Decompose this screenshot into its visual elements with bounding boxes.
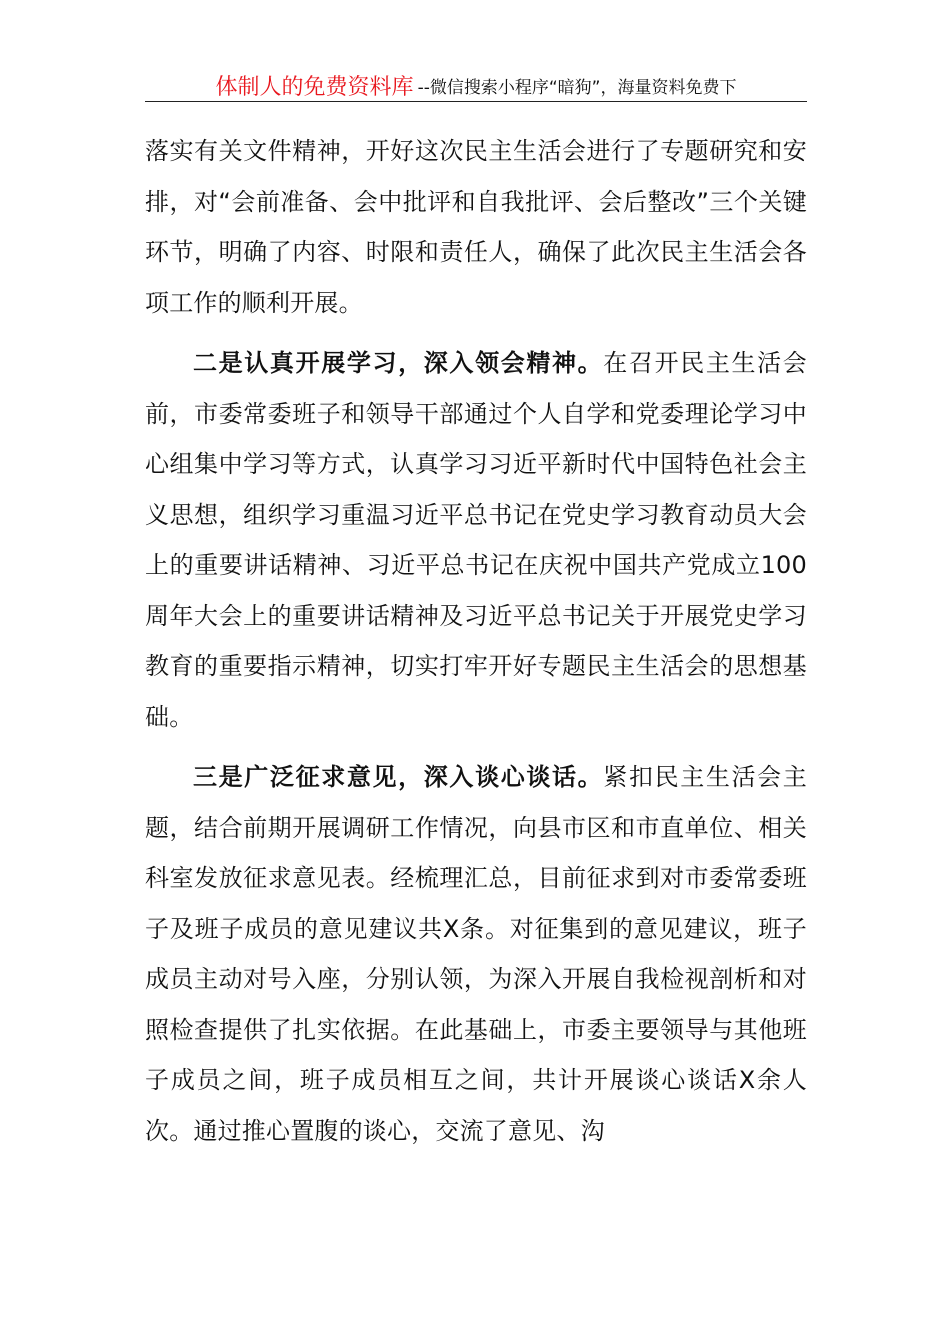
paragraph-3-text: 紧扣民主生活会主题，结合前期开展调研工作情况，向县市区和市直单位、相关科室发放征求意见表。经梳理汇总，目前征求到对市委常委班子及班子成员的意见建议共X条。对征集到的意见建议，班子成员主动对号入座，分别认领，为深入开展自我检视剖析和对照检查提供了扎实依据。在此基础上，市委主要领导与其他班子成员之间，班子成员相互之间，共计开展谈心谈话X余人次。通过推心置腹的谈心，交流了意见、沟 — [145, 763, 807, 1145]
page-header — [145, 70, 807, 102]
paragraph-1 — [145, 126, 807, 328]
paragraph-1-text: 落实有关文件精神，开好这次民主生活会进行了专题研究和安排，对“会前准备、会中批评和自我批评、会后整改”三个关键环节，明确了内容、时限和责任人，确保了此次民主生活会各项工作的顺利开展。 — [145, 137, 807, 317]
paragraph-3 — [145, 752, 807, 1156]
header-subtitle: --微信搜索小程序“暗狗”，海量资料免费下 — [417, 78, 737, 98]
header-divider — [145, 101, 807, 102]
paragraph-3-lead: 三是广泛征求意见，深入谈心谈话。 — [193, 763, 604, 791]
paragraph-2-text: 在召开民主生活会前，市委常委班子和领导干部通过个人自学和党委理论学习中心组集中学习等方式，认真学习习近平新时代中国特色社会主义思想，组织学习重温习近平总书记在党史学习教育动员大会上的重要讲话精神、习近平总书记在庆祝中国共产党成立100周年大会上的重要讲话精神及习近平总书记关于开展党史学习教育的重要指示精神，切实打牢开好专题民主生活会的思想基础。 — [145, 349, 807, 731]
header-brand: 体制人的免费资料库 — [215, 75, 414, 100]
paragraph-2-lead: 二是认真开展学习，深入领会精神。 — [193, 349, 604, 377]
paragraph-2 — [145, 338, 807, 742]
document-body — [145, 126, 807, 1156]
